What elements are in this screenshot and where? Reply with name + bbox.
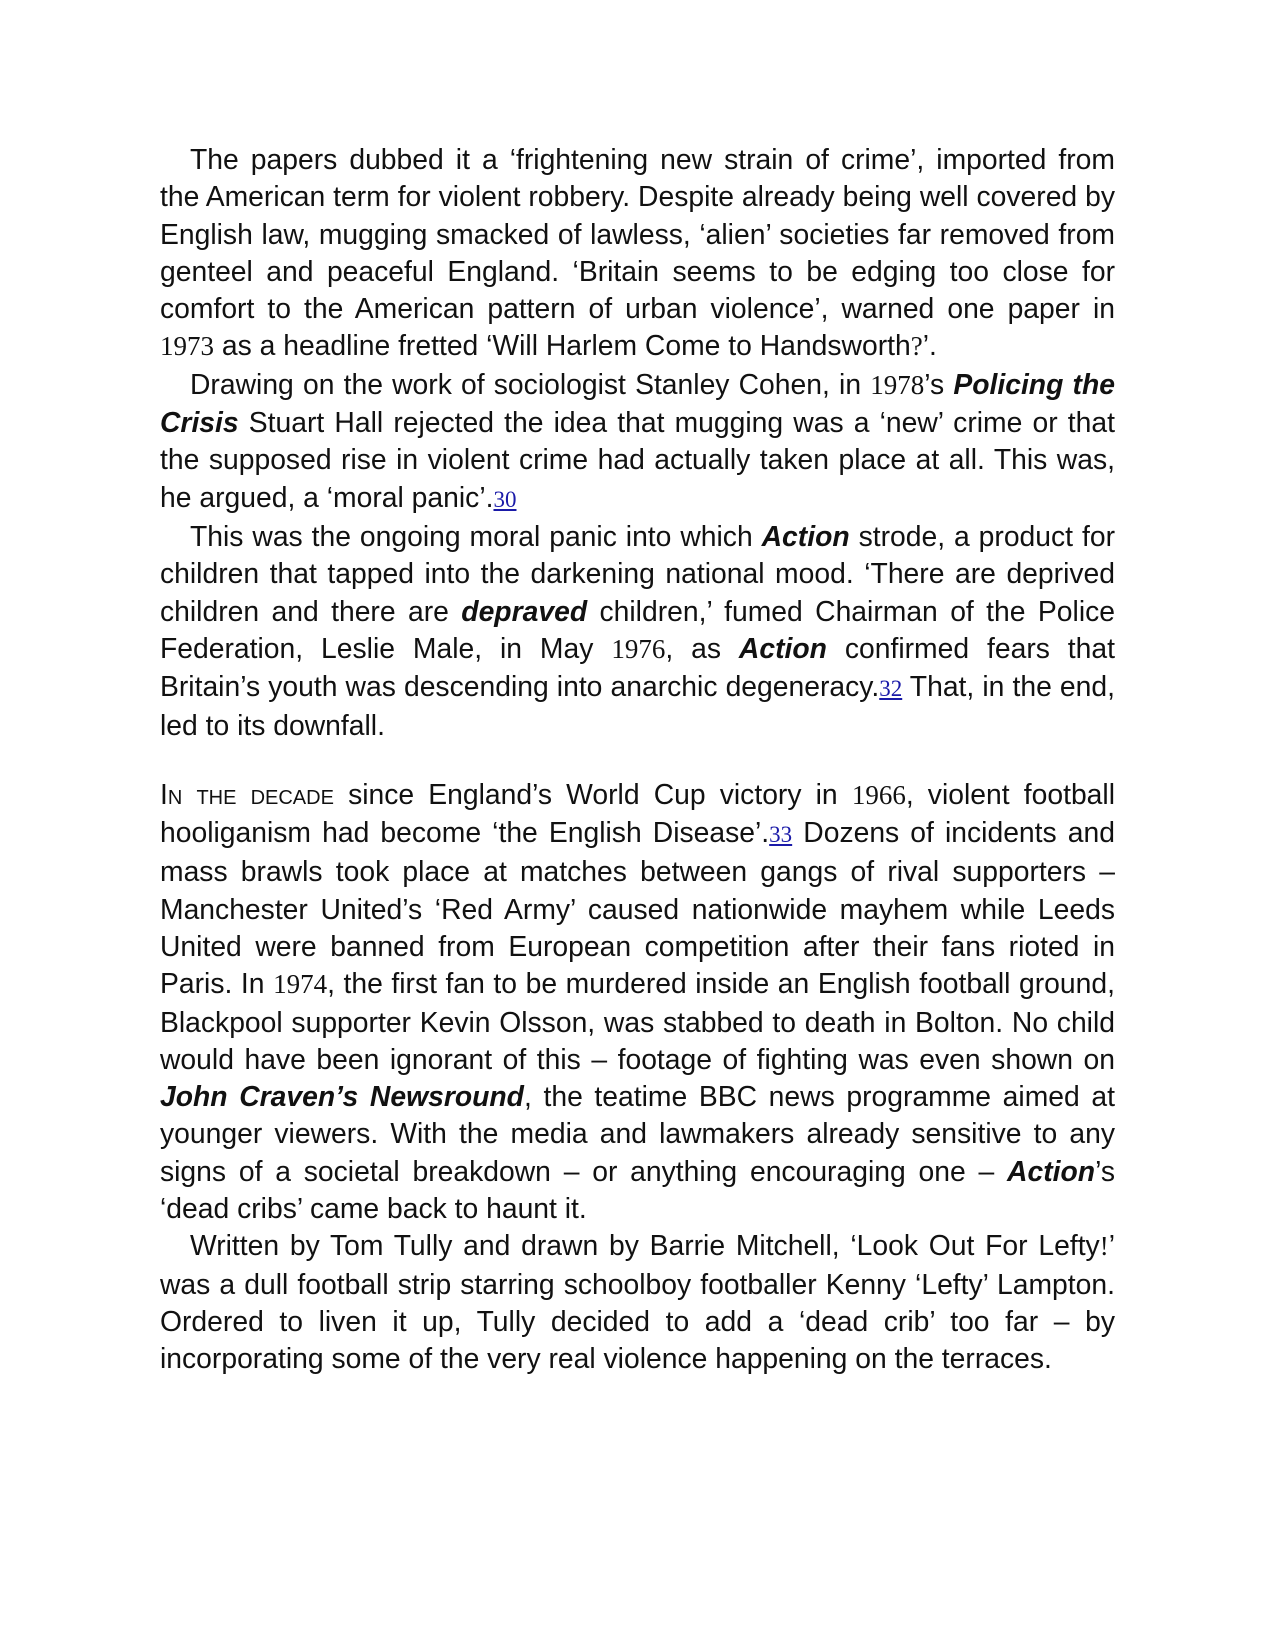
footnote-link-33[interactable]: 33: [769, 822, 793, 848]
text-segment: The papers dubbed it a ‘frightening new strain of crime’, imported from the American term for violent robbery. Despite already being well covered by English law, mugging smacked of lawless, ‘alien’ societies far removed from genteel and peaceful England. ‘Britain seems to be edging too close for comfort to the American pattern of urban violence’, warned one paper in: [160, 143, 1115, 325]
text-segment: confirmed fears that Britain’s youth was descending into anarchic degeneracy.: [160, 631, 1115, 703]
text-segment: That, in the end, led to its downfall.: [160, 670, 1116, 742]
text-segment: Dozens of incidents and mass brawls took place at matches between gangs of rival supporters – Manchester United’s ‘Red Army’ caused nationwide mayhem while Leeds United were banned from European competition after their fans rioted in Paris. In: [160, 816, 1115, 1000]
text-segment: , the teatime BBC news programme aimed at younger viewers. With the media and lawmakers already sensitive to any signs of a societal breakdown – or anything encouraging one –: [160, 1080, 1115, 1187]
text-segment: Stuart Hall rejected the idea that mugging was a ‘new’ crime or that the supposed rise in violent crime had actually taken place at all. This was, he argued, a ‘moral panic’.: [160, 406, 1115, 513]
paragraph-4: [160, 776, 1115, 1228]
text-segment: ’s: [924, 367, 954, 400]
document-page: [160, 141, 1115, 1378]
section-break: [160, 745, 1115, 776]
year-number: 1976: [611, 633, 666, 664]
footnote-link-30[interactable]: 30: [493, 486, 517, 512]
paragraph-3: [160, 518, 1115, 745]
paragraph-5: [160, 1227, 1115, 1377]
text-segment: ’ was a dull football strip starring schoolboy footballer Kenny ‘Lefty’ Lampton. Ordered to liven it up, Tully decided to add a ‘dead crib’ too far – by incorporating some of the very real violence happening on the terraces.: [160, 1229, 1115, 1375]
text-segment: since England’s World Cup victory in: [333, 777, 852, 810]
text-segment: , violent football hooliganism had become ‘the English Disease’.: [160, 777, 1115, 849]
publication-title: Action: [738, 631, 827, 664]
year-number: 1966: [851, 779, 906, 810]
publication-title: Action: [1007, 1154, 1096, 1187]
footnote-link-32[interactable]: 32: [879, 676, 903, 702]
text-segment: , as: [665, 631, 739, 664]
question-mark: ?: [910, 331, 923, 362]
text-segment: children,’ fumed Chairman of the Police Federation, Leslie Male, in May: [160, 594, 1115, 664]
text-segment: Written by Tom Tully and drawn by Barrie Mitchell, ‘Look Out For Lefty: [190, 1229, 1100, 1262]
year-number: 1974: [273, 969, 328, 1000]
programme-title: John Craven’s Newsround: [160, 1080, 524, 1113]
section-lead-in: In the decade: [160, 777, 334, 810]
text-segment: This was the ongoing moral panic into which: [190, 519, 762, 552]
text-segment: strode, a product for children that tapped into the darkening national mood. ‘There are deprived children and there are: [160, 519, 1115, 627]
text-segment: as a headline fretted ‘Will Harlem Come to Handsworth: [214, 329, 911, 362]
publication-title: Action: [761, 519, 850, 552]
book-title: Policing the Crisis: [160, 367, 1115, 439]
text-segment: ’s ‘dead cribs’ came back to haunt it.: [160, 1154, 1115, 1225]
text-segment: , the first fan to be murdered inside an English football ground, Blackpool supporter Kevin Olsson, was stabbed to death in Bolton. No child would have been ignorant of this – footage of fighting was even shown on: [160, 967, 1115, 1075]
year-number: 1973: [160, 331, 214, 362]
text-segment: Drawing on the work of sociologist Stanley Cohen, in: [190, 367, 871, 400]
year-number: 1978: [870, 369, 925, 400]
emphasis-text: depraved: [461, 594, 588, 627]
text-segment: ’.: [922, 329, 937, 362]
exclamation-mark: !: [1099, 1231, 1109, 1262]
paragraph-1: [160, 141, 1115, 366]
paragraph-2: [160, 366, 1115, 518]
